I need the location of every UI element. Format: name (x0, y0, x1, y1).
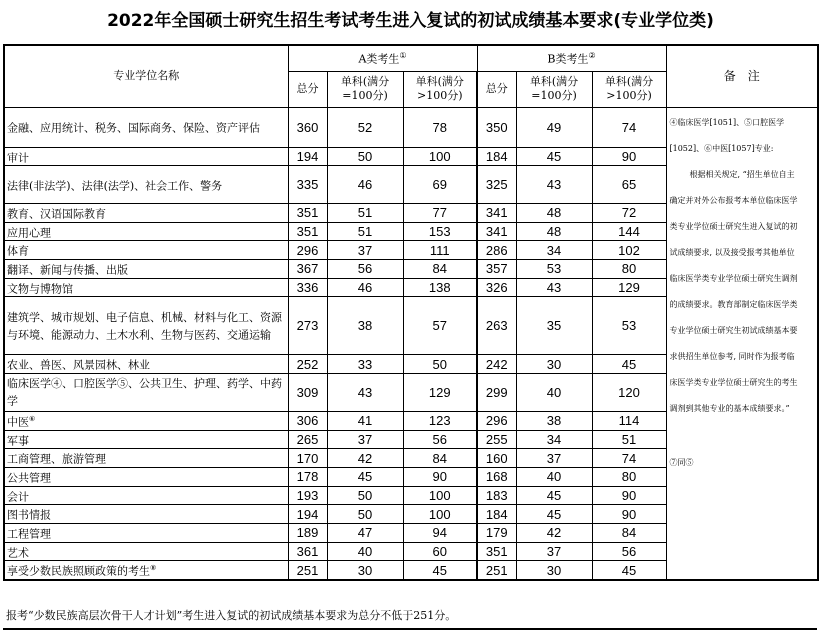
cell-a-s2: 84 (403, 449, 477, 468)
row-category: 临床医学④、口腔医学⑤、公共卫生、护理、药学、中药学 (4, 374, 288, 412)
cell-a-s2: 100 (403, 486, 477, 505)
cell-b-s1: 30 (516, 355, 592, 374)
group-b-header: B类考生② (477, 45, 666, 71)
notes-line: 确定并对外公布报考本单位临床医学 (669, 195, 798, 205)
cell-b-total: 242 (477, 355, 516, 374)
cell-b-s2: 74 (592, 449, 666, 468)
cell-a-total: 189 (288, 524, 327, 543)
cell-a-total: 336 (288, 278, 327, 297)
cell-a-s1: 40 (327, 542, 403, 561)
cell-b-total: 168 (477, 468, 516, 487)
cell-b-total: 183 (477, 486, 516, 505)
cell-a-total: 273 (288, 297, 327, 355)
row-category: 工程管理 (4, 524, 288, 543)
cell-b-total: 184 (477, 505, 516, 524)
cell-b-s1: 40 (516, 374, 592, 412)
cell-b-s2: 74 (592, 107, 666, 147)
cell-b-s1: 35 (516, 297, 592, 355)
cell-b-s1: 45 (516, 505, 592, 524)
cell-b-total: 286 (477, 241, 516, 260)
cell-b-total: 255 (477, 430, 516, 449)
row-category: 公共管理 (4, 468, 288, 487)
cell-a-s2: 94 (403, 524, 477, 543)
cell-b-s2: 53 (592, 297, 666, 355)
cell-a-s2: 123 (403, 412, 477, 431)
cell-b-s1: 43 (516, 166, 592, 204)
cell-b-total: 160 (477, 449, 516, 468)
b-singlegt100-header: 单科(满分 >100分) (592, 71, 666, 107)
cell-a-total: 335 (288, 166, 327, 204)
cell-a-total: 296 (288, 241, 327, 260)
row-category: 金融、应用统计、税务、国际商务、保险、资产评估 (4, 107, 288, 147)
cell-a-s2: 153 (403, 222, 477, 241)
row-category: 文物与博物馆 (4, 278, 288, 297)
cell-b-s2: 45 (592, 561, 666, 580)
cell-a-s2: 100 (403, 505, 477, 524)
cell-a-s2: 77 (403, 204, 477, 223)
cell-b-s1: 45 (516, 486, 592, 505)
row-category: 法律(非法学)、法律(法学)、社会工作、警务 (4, 166, 288, 204)
row-category: 建筑学、城市规划、电子信息、机械、材料与化工、资源与环境、能源动力、土木水利、生物与医药、交通运输 (4, 297, 288, 355)
row-category: 艺术 (4, 542, 288, 561)
cell-b-s2: 56 (592, 542, 666, 561)
cell-a-total: 178 (288, 468, 327, 487)
cell-b-s1: 42 (516, 524, 592, 543)
cell-a-total: 351 (288, 222, 327, 241)
cell-b-total: 357 (477, 260, 516, 279)
row-category: 军事 (4, 430, 288, 449)
cell-a-s1: 30 (327, 561, 403, 580)
cell-a-s1: 47 (327, 524, 403, 543)
row-category: 应用心理 (4, 222, 288, 241)
cell-b-s1: 43 (516, 278, 592, 297)
cell-a-total: 309 (288, 374, 327, 412)
cell-b-total: 351 (477, 542, 516, 561)
cell-b-total: 251 (477, 561, 516, 580)
cell-a-s1: 38 (327, 297, 403, 355)
cell-b-s1: 37 (516, 542, 592, 561)
cell-b-total: 341 (477, 222, 516, 241)
cell-a-total: 361 (288, 542, 327, 561)
row-category: 农业、兽医、风景园林、林业 (4, 355, 288, 374)
cell-b-s2: 80 (592, 260, 666, 279)
cell-b-total: 341 (477, 204, 516, 223)
cell-a-s2: 57 (403, 297, 477, 355)
table-row (4, 107, 818, 147)
row-category: 享受少数民族照顾政策的考生⑧ (4, 561, 288, 580)
cell-a-total: 265 (288, 430, 327, 449)
cell-b-total: 350 (477, 107, 516, 147)
row-category: 中医⑥ (4, 412, 288, 431)
cell-b-s1: 37 (516, 449, 592, 468)
notes-line: 专业学位硕士研究生初试成绩基本要 (669, 325, 798, 335)
notes-line: 调剂到其他专业的基本成绩要求。” (669, 403, 790, 413)
score-table (3, 44, 819, 581)
cell-b-total: 326 (477, 278, 516, 297)
footer-divider (3, 628, 817, 630)
a-total-header: 总分 (288, 71, 327, 107)
cell-b-s2: 90 (592, 147, 666, 166)
cell-a-total: 252 (288, 355, 327, 374)
cell-b-s1: 40 (516, 468, 592, 487)
cell-b-total: 296 (477, 412, 516, 431)
cell-b-s1: 34 (516, 430, 592, 449)
cell-b-s1: 30 (516, 561, 592, 580)
notes-line: ⑦同⑤ (669, 457, 694, 467)
group-a-header: A类考生① (288, 45, 477, 71)
cell-a-s1: 37 (327, 241, 403, 260)
cell-a-s1: 51 (327, 204, 403, 223)
cell-a-s1: 42 (327, 449, 403, 468)
cell-b-total: 263 (477, 297, 516, 355)
cell-a-s2: 111 (403, 241, 477, 260)
cell-a-s2: 84 (403, 260, 477, 279)
row-category: 体育 (4, 241, 288, 260)
b-total-header: 总分 (477, 71, 516, 107)
cell-a-s2: 78 (403, 107, 477, 147)
notes-line: ④临床医学[1051]、⑤口腔医学 (669, 117, 785, 127)
cell-a-total: 194 (288, 505, 327, 524)
notes-line: 临床医学类专业学位硕士研究生调剂 (669, 273, 798, 283)
row-category: 教育、汉语国际教育 (4, 204, 288, 223)
cell-b-s2: 51 (592, 430, 666, 449)
row-category: 翻译、新闻与传播、出版 (4, 260, 288, 279)
notes-header: 备 注 (666, 45, 818, 107)
cell-b-total: 325 (477, 166, 516, 204)
cell-a-s1: 56 (327, 260, 403, 279)
notes-line: 求供招生单位参考, 同时作为报考临 (669, 351, 795, 361)
cell-b-s1: 38 (516, 412, 592, 431)
cell-a-total: 306 (288, 412, 327, 431)
cell-a-s2: 56 (403, 430, 477, 449)
cell-b-s2: 84 (592, 524, 666, 543)
cell-b-s1: 34 (516, 241, 592, 260)
cell-a-total: 251 (288, 561, 327, 580)
cell-a-total: 351 (288, 204, 327, 223)
notes-line: [1052]、⑥中医[1057]专业: (669, 143, 774, 153)
cell-a-s2: 69 (403, 166, 477, 204)
cell-b-s2: 80 (592, 468, 666, 487)
cell-b-s1: 53 (516, 260, 592, 279)
notes-line: 根据相关规定, “招生单位自主 (689, 169, 795, 179)
cell-b-s2: 65 (592, 166, 666, 204)
cell-a-s1: 37 (327, 430, 403, 449)
cell-a-s2: 100 (403, 147, 477, 166)
notes-line: 试成绩要求, 以及接受报考其他单位 (669, 247, 795, 257)
notes-cell (666, 107, 818, 580)
row-category: 会计 (4, 486, 288, 505)
cell-a-s1: 45 (327, 468, 403, 487)
cell-a-s2: 50 (403, 355, 477, 374)
cell-a-s1: 50 (327, 147, 403, 166)
cell-b-total: 184 (477, 147, 516, 166)
cell-b-s1: 49 (516, 107, 592, 147)
cell-b-total: 179 (477, 524, 516, 543)
category-header: 专业学位名称 (4, 45, 288, 107)
cell-b-s2: 90 (592, 505, 666, 524)
cell-b-s2: 120 (592, 374, 666, 412)
cell-a-s2: 60 (403, 542, 477, 561)
cell-a-s1: 46 (327, 166, 403, 204)
notes-line: 的成绩要求。教育部制定临床医学类 (669, 299, 798, 309)
cell-b-s2: 72 (592, 204, 666, 223)
notes-line: 类专业学位硕士研究生进入复试的初 (669, 221, 798, 231)
cell-b-s1: 45 (516, 147, 592, 166)
b-single100-header: 单科(满分 =100分) (516, 71, 592, 107)
cell-a-total: 367 (288, 260, 327, 279)
row-category: 图书情报 (4, 505, 288, 524)
cell-a-s2: 129 (403, 374, 477, 412)
cell-a-s1: 33 (327, 355, 403, 374)
notes-line: 床医学类专业学位硕士研究生的考生 (669, 377, 798, 387)
cell-a-total: 360 (288, 107, 327, 147)
footer-note: 报考“少数民族高层次骨干人才计划”考生进入复试的初试成绩基本要求为总分不低于251分。 (6, 609, 457, 622)
cell-a-s1: 52 (327, 107, 403, 147)
page-title: 2022年全国硕士研究生招生考试考生进入复试的初试成绩基本要求(专业学位类) (107, 11, 714, 31)
cell-b-total: 299 (477, 374, 516, 412)
cell-b-s2: 102 (592, 241, 666, 260)
cell-a-s1: 41 (327, 412, 403, 431)
cell-a-s1: 43 (327, 374, 403, 412)
cell-b-s2: 144 (592, 222, 666, 241)
cell-a-s2: 90 (403, 468, 477, 487)
cell-a-total: 194 (288, 147, 327, 166)
cell-a-total: 193 (288, 486, 327, 505)
cell-a-s2: 138 (403, 278, 477, 297)
cell-a-total: 170 (288, 449, 327, 468)
cell-a-s1: 50 (327, 486, 403, 505)
cell-b-s1: 48 (516, 222, 592, 241)
a-singlegt100-header: 单科(满分 >100分) (403, 71, 477, 107)
cell-b-s2: 129 (592, 278, 666, 297)
cell-a-s1: 50 (327, 505, 403, 524)
cell-a-s1: 51 (327, 222, 403, 241)
row-category: 工商管理、旅游管理 (4, 449, 288, 468)
cell-b-s2: 45 (592, 355, 666, 374)
cell-a-s2: 45 (403, 561, 477, 580)
a-single100-header: 单科(满分 =100分) (327, 71, 403, 107)
cell-b-s2: 90 (592, 486, 666, 505)
cell-b-s2: 114 (592, 412, 666, 431)
cell-b-s1: 48 (516, 204, 592, 223)
cell-a-s1: 46 (327, 278, 403, 297)
row-category: 审计 (4, 147, 288, 166)
